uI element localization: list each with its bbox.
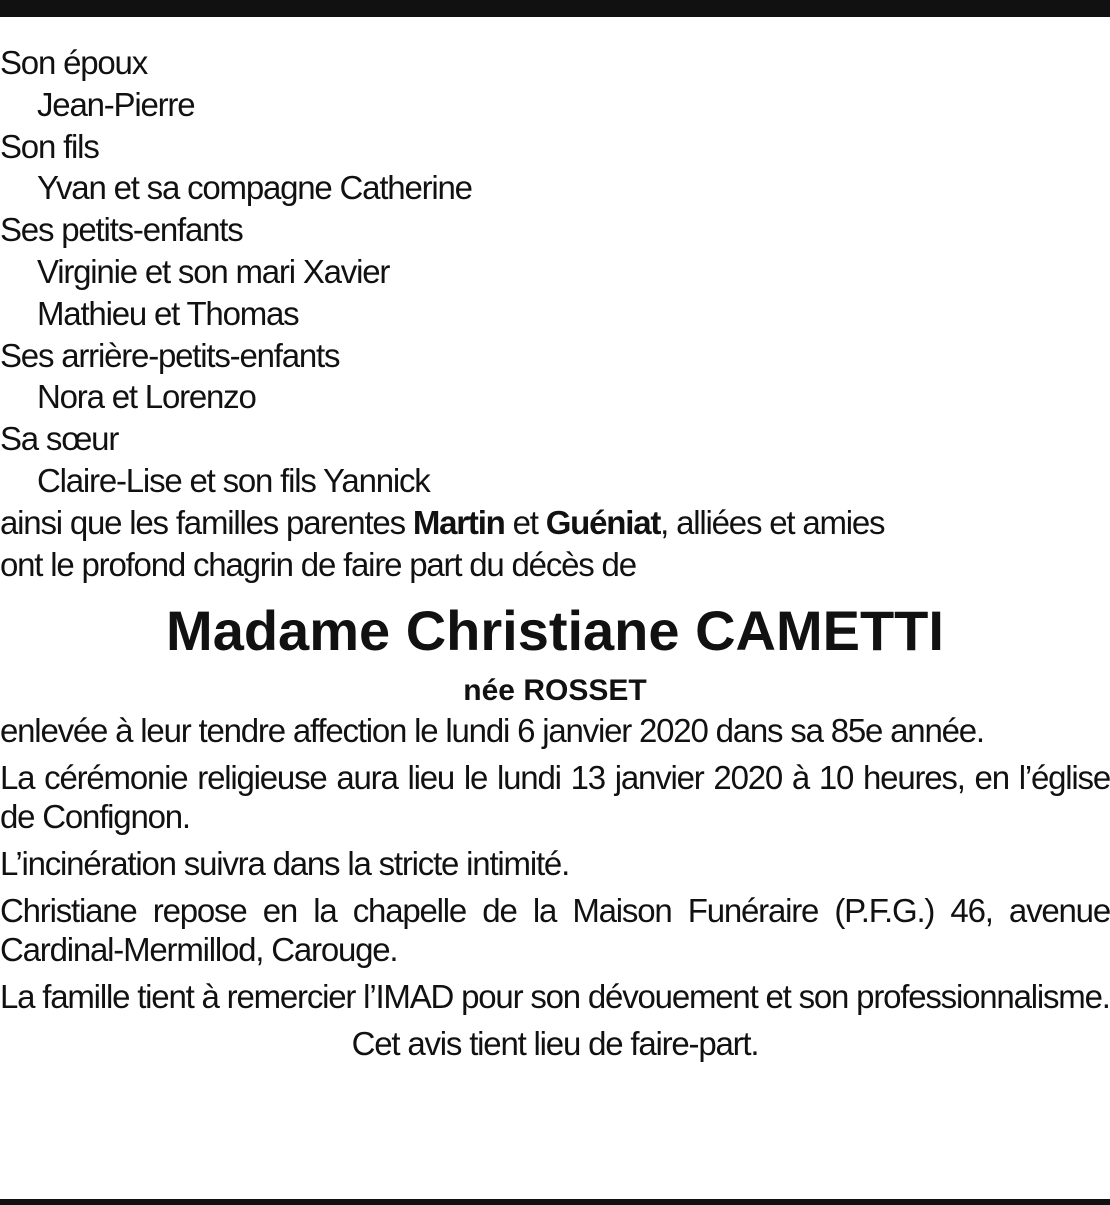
family-member: Mathieu et Thomas (37, 294, 299, 332)
relation-label: Ses petits-enfants (0, 211, 243, 249)
relation-label: Son époux (0, 44, 147, 81)
deceased-name: Madame Christiane CAMETTI (166, 599, 944, 663)
families-suffix: , alliées et amies (660, 503, 885, 541)
family-name-martin: Martin (412, 503, 505, 541)
notice-paragraph: L’incinération suivra dans la stricte intimité. (0, 845, 570, 883)
relation-label: Son fils (0, 127, 99, 165)
families-line (0, 502, 1110, 544)
families-prefix: ainsi que les familles parentes (0, 503, 413, 541)
relation-label: Ses arrière-petits-enfants (0, 336, 340, 374)
closing-line: Cet avis tient lieu de faire-part. (351, 1025, 759, 1063)
family-member: Virginie et son mari Xavier (37, 252, 390, 290)
notice-paragraph: La famille tient à remercier l’IMAD pour son dévouement et son professionnalisme. (0, 978, 1110, 1016)
family-member: Yvan et sa compagne Catherine (37, 169, 472, 207)
family-member: Jean-Pierre (37, 85, 195, 123)
death-notice (0, 42, 1110, 1064)
notice-paragraph: La cérémonie religieuse aura lieu le lundi 13 janvier 2020 à 10 heures, en l’église de Confignon. (0, 759, 1110, 836)
families-conj: et (504, 503, 546, 541)
notice-paragraph: Christiane repose en la chapelle de la Maison Funéraire (P.F.G.) 46, avenue Cardinal-Mermillod, Carouge. (0, 892, 1110, 969)
announcement-line: ont le profond chagrin de faire part du décès de (0, 545, 636, 583)
family-member: Claire-Lise et son fils Yannick (37, 461, 430, 499)
relation-label: Sa sœur (0, 420, 119, 458)
notice-paragraph: enlevée à leur tendre affection le lundi 6 janvier 2020 dans sa 85e année. (0, 712, 984, 750)
family-name-gueniat: Guéniat (545, 503, 661, 541)
bottom-rule (0, 1199, 1110, 1205)
top-rule (0, 0, 1110, 17)
family-member: Nora et Lorenzo (37, 378, 256, 416)
maiden-name: née ROSSET (463, 674, 647, 708)
